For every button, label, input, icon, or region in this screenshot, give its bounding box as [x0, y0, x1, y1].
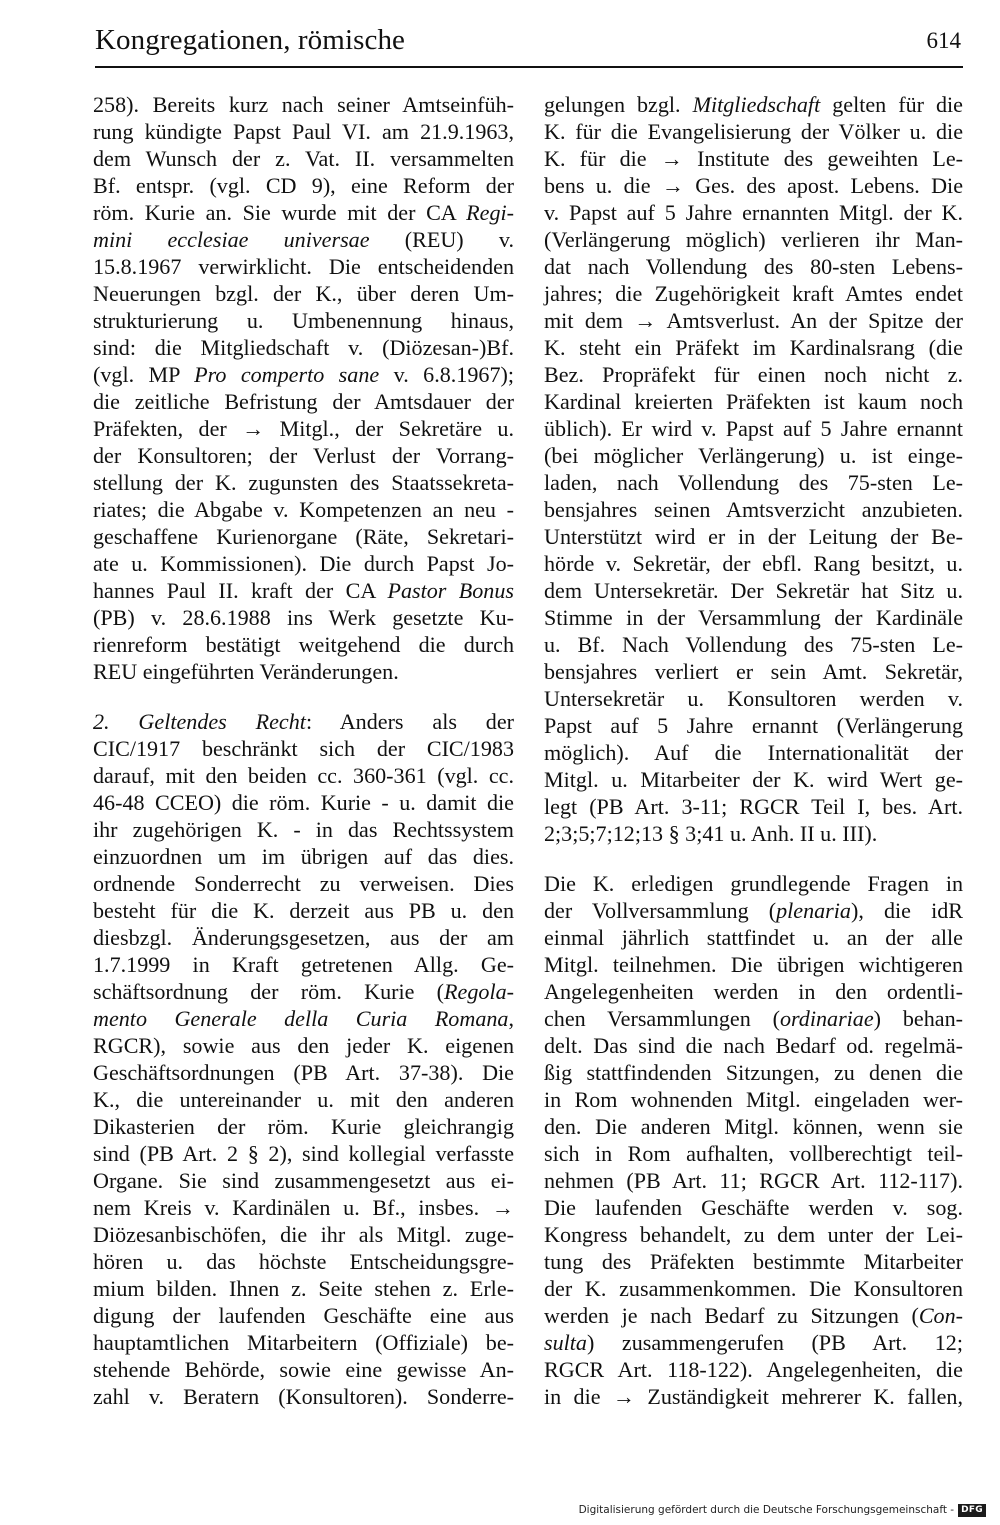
text-line: mit dem → Amtsverlust. An der Spitze der [544, 308, 963, 333]
text-line: legt (PB Art. 3-11; RGCR Teil I, bes. Art. [544, 794, 963, 819]
text-line: Neuerungen bzgl. der K., über deren Um- [93, 281, 514, 306]
header-rule [95, 66, 963, 68]
text-line: werden je nach Bedarf zu Sitzungen (Con- [544, 1303, 963, 1328]
text-line: einzuordnen um im übrigen auf das dies. [93, 844, 514, 869]
text-line: der Vollversammlung (plenaria), die idR [544, 898, 963, 923]
text-line: 15.8.1967 verwirklicht. Die entscheidenden [93, 254, 514, 279]
text-line: dem Untersekretär. Der Sekretär hat Sitz u. [544, 578, 963, 603]
text-line: digung der laufenden Geschäfte eine aus [93, 1303, 514, 1328]
text-line: u. Bf. Nach Vollendung des 75-sten Le- [544, 632, 963, 657]
text-line: stehende Behörde, sowie eine gewisse An- [93, 1357, 514, 1382]
text-line: die zeitliche Befristung der Amtsdauer der [93, 389, 514, 414]
text-line: K. für die Evangelisierung der Völker u. die [544, 119, 963, 144]
text-line: hauptamtlichen Mitarbeitern (Offiziale) be- [93, 1330, 514, 1355]
text-line: Organe. Sie sind zusammengesetzt aus ei- [93, 1168, 514, 1193]
text-line: rung kündigte Papst Paul VI. am 21.9.1963, [93, 119, 514, 144]
text-line: nem Kreis v. Kardinälen u. Bf., insbes. → [93, 1195, 514, 1220]
text-line: 46-48 CCEO) die röm. Kurie - u. damit die [93, 790, 514, 815]
text-line: Kardinal kreierten Präfekten ist kaum noch [544, 389, 963, 414]
text-line: laden, nach Vollendung des 75-sten Le- [544, 470, 963, 495]
text-line: sulta) zusammengerufen (PB Art. 12; [544, 1330, 963, 1355]
text-line: (PB) v. 28.6.1988 ins Werk gesetzte Ku- [93, 605, 514, 630]
text-line: sind (PB Art. 2 § 2), sind kollegial verfasste [93, 1141, 514, 1166]
text-line: K., die untereinander u. mit den anderen [93, 1087, 514, 1112]
text-line: Präfekten, der → Mitgl., der Sekretäre u. [93, 416, 514, 441]
text-line: (bei möglicher Verlängerung) u. ist einge- [544, 443, 963, 468]
text-line: mini ecclesiae universae (REU) v. [93, 227, 514, 252]
text-line: Die laufenden Geschäfte werden v. sog. [544, 1195, 963, 1220]
text-line: gelungen bzgl. Mitgliedschaft gelten für die [544, 92, 963, 117]
text-line: geschaffene Kurienorgane (Räte, Sekretari- [93, 524, 514, 549]
text-line: K. für die → Institute des geweihten Le- [544, 146, 963, 171]
text-line: hörde v. Sekretär, der ebfl. Rang besitzt, u. [544, 551, 963, 576]
text-line: sind: die Mitgliedschaft v. (Diözesan-)Bf. [93, 335, 514, 360]
text-line: röm. Kurie an. Sie wurde mit der CA Regi- [93, 200, 514, 225]
text-line: ßig stattfindenden Sitzungen, zu denen die [544, 1060, 963, 1085]
dfg-logo: DFG [958, 1504, 986, 1517]
text-line: in die → Zuständigkeit mehrerer K. fallen, [544, 1384, 963, 1409]
text-line: Bf. entspr. (vgl. CD 9), eine Reform der [93, 173, 514, 198]
text-line: Mitgl. teilnehmen. Die übrigen wichtigeren [544, 952, 963, 977]
running-title: Kongregationen, römische [95, 24, 406, 56]
text-line: chen Versammlungen (ordinariae) behan- [544, 1006, 963, 1031]
text-line: rienreform bestätigt weitgehend die durch [93, 632, 514, 657]
text-line: hannes Paul II. kraft der CA Pastor Bonus [93, 578, 514, 603]
text-line: üblich). Er wird v. Papst auf 5 Jahre ernannt [544, 416, 963, 441]
text-line: schäftsordnung der röm. Kurie (Regola- [93, 979, 514, 1004]
page-header [95, 22, 961, 66]
text-line: Die K. erledigen grundlegende Fragen in [544, 871, 963, 896]
text-line: v. Papst auf 5 Jahre ernannten Mitgl. der K. [544, 200, 963, 225]
text-line: Bez. Propräfekt für einen noch nicht z. [544, 362, 963, 387]
page-number: 614 [926, 28, 961, 53]
text-line: stellung der K. zugunsten des Staatssekreta- [93, 470, 514, 495]
text-line: der K. zusammenkommen. Die Konsultoren [544, 1276, 963, 1301]
text-line: der Konsultoren; der Verlust der Vorrang- [93, 443, 514, 468]
text-line: delt. Das sind die nach Bedarf od. regelmä- [544, 1033, 963, 1058]
text-line: nehmen (PB Art. 11; RGCR Art. 112-117). [544, 1168, 963, 1193]
paragraph [93, 708, 514, 1410]
text-line: Papst auf 5 Jahre ernannt (Verlängerung [544, 713, 963, 738]
text-line: tung des Präfekten bestimmte Mitarbeiter [544, 1249, 963, 1274]
text-line: sich in Rom aufhalten, vollberechtigt teil- [544, 1141, 963, 1166]
text-line: besteht für die K. derzeit aus PB u. den [93, 898, 514, 923]
text-line: mento Generale della Curia Romana, [93, 1006, 514, 1031]
text-line: ihr zugehörigen K. - in das Rechtssystem [93, 817, 514, 842]
text-line: CIC/1917 beschränkt sich der CIC/1983 [93, 736, 514, 761]
text-line: den. Die anderen Mitgl. können, wenn sie [544, 1114, 963, 1139]
text-line: Geschäftsordnungen (PB Art. 37-38). Die [93, 1060, 514, 1085]
text-line: mium bilden. Ihnen z. Seite stehen z. Erle- [93, 1276, 514, 1301]
text-line: (Verlängerung möglich) verlieren ihr Man- [544, 227, 963, 252]
text-line: bens u. die → Ges. des apost. Lebens. Die [544, 173, 963, 198]
text-line: Diözesanbischöfen, die ihr als Mitgl. zuge- [93, 1222, 514, 1247]
text-line: bensjahres seinen Amtsverzicht anzubieten. [544, 497, 963, 522]
text-line: strukturierung u. Umbenennung hinaus, [93, 308, 514, 333]
right-column [544, 91, 963, 1410]
text-line: Kongress behandelt, zu dem unter der Lei- [544, 1222, 963, 1247]
text-line: 258). Bereits kurz nach seiner Amtseinfüh- [93, 92, 514, 117]
text-line: hören u. das höchste Entscheidungsgre- [93, 1249, 514, 1274]
text-line: dem Wunsch der z. Vat. II. versammelten [93, 146, 514, 171]
text-line: ate u. Kommissionen). Die durch Papst Jo- [93, 551, 514, 576]
text-line: ordnende Sonderrecht zu verweisen. Dies [93, 871, 514, 896]
text-line: RGCR), sowie aus den jeder K. eigenen [93, 1033, 514, 1058]
text-line: Unterstützt wird er in der Leitung der Be- [544, 524, 963, 549]
text-line: (vgl. MP Pro comperto sane v. 6.8.1967); [93, 362, 514, 387]
text-line: K. steht ein Präfekt im Kardinalsrang (die [544, 335, 963, 360]
text-line: darauf, mit den beiden cc. 360-361 (vgl. cc. [93, 763, 514, 788]
text-line: RGCR Art. 118-122). Angelegenheiten, die [544, 1357, 963, 1382]
paragraph [544, 91, 963, 847]
text-line: in Rom wohnenden Mitgl. eingeladen wer- [544, 1087, 963, 1112]
text-line: zahl v. Beratern (Konsultoren). Sonderre- [93, 1384, 514, 1409]
text-line: bensjahres verliert er sein Amt. Sekretär, [544, 659, 963, 684]
paragraph [544, 870, 963, 1410]
paragraph [93, 91, 514, 685]
left-column [93, 91, 514, 1410]
text-line: einmal jährlich stattfindet u. an der alle [544, 925, 963, 950]
paragraph-gap [93, 685, 514, 708]
text-line: dat nach Vollendung des 80-sten Lebens- [544, 254, 963, 279]
text-line: Dikasterien der röm. Kurie gleichrangig [93, 1114, 514, 1139]
digitization-credit [579, 1502, 986, 1518]
text-line: REU eingeführten Veränderungen. [93, 659, 399, 684]
text-line: Untersekretär u. Konsultoren werden v. [544, 686, 963, 711]
paragraph-gap [544, 847, 963, 870]
text-line: Angelegenheiten werden in den ordentli- [544, 979, 963, 1004]
text-line: diesbzgl. Änderungsgesetzen, aus der am [93, 925, 514, 950]
text-line: 1.7.1999 in Kraft getretenen Allg. Ge- [93, 952, 514, 977]
text-line: Stimme in der Versammlung der Kardinäle [544, 605, 963, 630]
text-line: riates; die Abgabe v. Kompetenzen an neu - [93, 497, 514, 522]
text-line: möglich). Auf die Internationalität der [544, 740, 963, 765]
credit-text: Digitalisierung gefördert durch die Deutsche Forschungsgemeinschaft - [578, 1504, 955, 1516]
text-line: 2;3;5;7;12;13 § 3;41 u. Anh. II u. III). [544, 821, 878, 846]
text-line: Mitgl. u. Mitarbeiter der K. wird Wert ge- [544, 767, 963, 792]
text-line: 2. Geltendes Recht: Anders als der [93, 709, 514, 734]
text-line: jahres; die Zugehörigkeit kraft Amtes endet [544, 281, 963, 306]
